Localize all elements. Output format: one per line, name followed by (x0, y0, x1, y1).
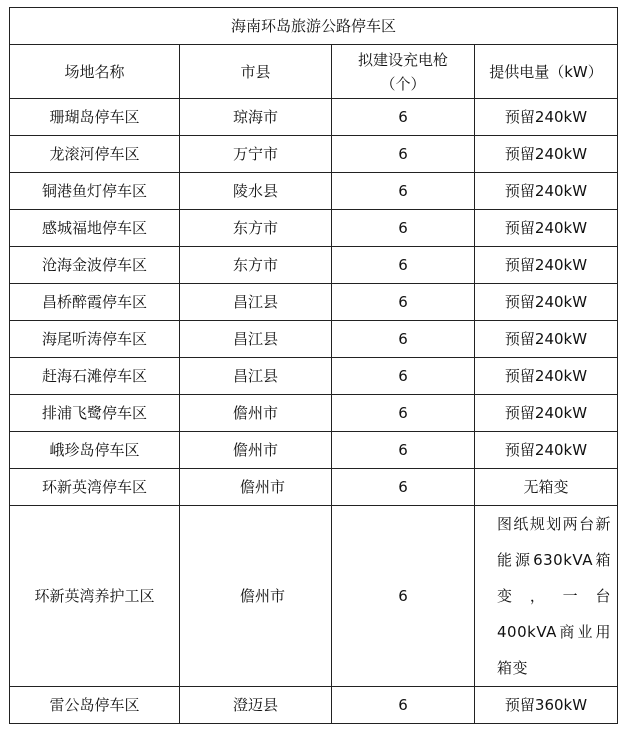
table-row (10, 173, 618, 210)
cell-guns: 6 (332, 358, 475, 395)
cell-capacity: 预留240kW (475, 395, 618, 432)
cell-site: 雷公岛停车区 (10, 687, 180, 724)
parking-area-table (9, 7, 618, 724)
cell-city: 琼海市 (180, 99, 332, 136)
cell-site: 昌桥醉霞停车区 (10, 284, 180, 321)
cell-city: 澄迈县 (180, 687, 332, 724)
table-row (10, 321, 618, 358)
cell-site: 感城福地停车区 (10, 210, 180, 247)
header-capacity: 提供电量（kW） (475, 45, 618, 99)
cell-capacity: 无箱变 (475, 469, 618, 506)
cell-site: 铜港鱼灯停车区 (10, 173, 180, 210)
cell-city: 儋州市 (180, 469, 332, 506)
cell-site: 珊瑚岛停车区 (10, 99, 180, 136)
cell-site: 赶海石滩停车区 (10, 358, 180, 395)
cell-site: 沧海金波停车区 (10, 247, 180, 284)
cell-city: 陵水县 (180, 173, 332, 210)
cell-site: 环新英湾养护工区 (10, 506, 180, 687)
cell-guns: 6 (332, 687, 475, 724)
cell-city: 儋州市 (180, 506, 332, 687)
cell-capacity: 预留240kW (475, 136, 618, 173)
cell-city: 万宁市 (180, 136, 332, 173)
cell-site: 龙滚河停车区 (10, 136, 180, 173)
table-row (10, 358, 618, 395)
cell-capacity: 预留240kW (475, 99, 618, 136)
cell-guns: 6 (332, 395, 475, 432)
cell-city: 昌江县 (180, 358, 332, 395)
cell-city: 儋州市 (180, 432, 332, 469)
cell-guns: 6 (332, 506, 475, 687)
table-header-row (10, 45, 618, 99)
table-row (10, 395, 618, 432)
cell-guns: 6 (332, 284, 475, 321)
table-title-row (10, 8, 618, 45)
cell-site: 峨珍岛停车区 (10, 432, 180, 469)
cell-city: 昌江县 (180, 284, 332, 321)
cell-capacity: 预留360kW (475, 687, 618, 724)
cell-capacity: 预留240kW (475, 247, 618, 284)
table-row (10, 469, 618, 506)
cell-capacity: 预留240kW (475, 173, 618, 210)
cell-guns: 6 (332, 210, 475, 247)
cell-site: 排浦飞鹭停车区 (10, 395, 180, 432)
cell-capacity: 预留240kW (475, 321, 618, 358)
cell-guns: 6 (332, 247, 475, 284)
header-site-name: 场地名称 (10, 45, 180, 99)
table-row (10, 247, 618, 284)
cell-site: 海尾听涛停车区 (10, 321, 180, 358)
cell-guns: 6 (332, 321, 475, 358)
cell-city: 儋州市 (180, 395, 332, 432)
cell-guns: 6 (332, 99, 475, 136)
header-city: 市县 (180, 45, 332, 99)
table-title: 海南环岛旅游公路停车区 (10, 8, 618, 45)
table-row (10, 687, 618, 724)
cell-capacity: 预留240kW (475, 284, 618, 321)
table-row (10, 210, 618, 247)
table-row (10, 284, 618, 321)
cell-guns: 6 (332, 469, 475, 506)
cell-site: 环新英湾停车区 (10, 469, 180, 506)
table-row (10, 136, 618, 173)
cell-capacity: 预留240kW (475, 358, 618, 395)
cell-guns: 6 (332, 173, 475, 210)
cell-city: 昌江县 (180, 321, 332, 358)
cell-capacity: 图纸规划两台新能源630kVA箱变，一台400kVA商业用箱变 (475, 506, 618, 687)
cell-city: 东方市 (180, 247, 332, 284)
cell-city: 东方市 (180, 210, 332, 247)
table-row (10, 432, 618, 469)
cell-capacity: 预留240kW (475, 210, 618, 247)
header-planned-guns: 拟建设充电枪（个） (332, 45, 475, 99)
table-row (10, 99, 618, 136)
cell-capacity: 预留240kW (475, 432, 618, 469)
cell-guns: 6 (332, 136, 475, 173)
table-row (10, 506, 618, 687)
cell-guns: 6 (332, 432, 475, 469)
